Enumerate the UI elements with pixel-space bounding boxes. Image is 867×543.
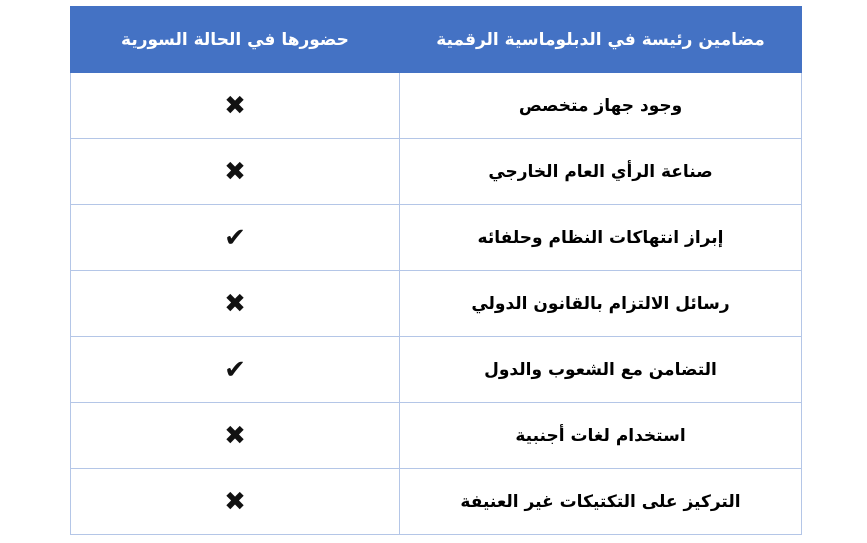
header-presence: حضورها في الحالة السورية <box>71 7 400 73</box>
cross-icon: ✖ <box>224 156 246 187</box>
row-content: استخدام لغات أجنبية <box>400 403 802 469</box>
comparison-table <box>70 6 802 535</box>
row-content: صناعة الرأي العام الخارجي <box>400 139 802 205</box>
table-row <box>71 139 802 205</box>
row-status <box>71 403 400 469</box>
row-status <box>71 73 400 139</box>
cross-icon: ✖ <box>224 486 246 517</box>
table-row <box>71 403 802 469</box>
row-content: وجود جهاز متخصص <box>400 73 802 139</box>
table-row <box>71 271 802 337</box>
table-row <box>71 73 802 139</box>
table-row <box>71 205 802 271</box>
header-content: مضامين رئيسة في الدبلوماسية الرقمية <box>400 7 802 73</box>
row-status <box>71 205 400 271</box>
row-content: التضامن مع الشعوب والدول <box>400 337 802 403</box>
cross-icon: ✖ <box>224 288 246 319</box>
row-status <box>71 469 400 535</box>
row-content: إبراز انتهاكات النظام وحلفائه <box>400 205 802 271</box>
table-row <box>71 469 802 535</box>
cross-icon: ✖ <box>224 90 246 121</box>
row-content: رسائل الالتزام بالقانون الدولي <box>400 271 802 337</box>
row-status <box>71 139 400 205</box>
row-content: التركيز على التكتيكات غير العنيفة <box>400 469 802 535</box>
checkmark-icon: ✔ <box>224 354 246 385</box>
row-status <box>71 271 400 337</box>
checkmark-icon: ✔ <box>224 222 246 253</box>
table-header-row <box>71 7 802 73</box>
row-status <box>71 337 400 403</box>
cross-icon: ✖ <box>224 420 246 451</box>
table-row <box>71 337 802 403</box>
